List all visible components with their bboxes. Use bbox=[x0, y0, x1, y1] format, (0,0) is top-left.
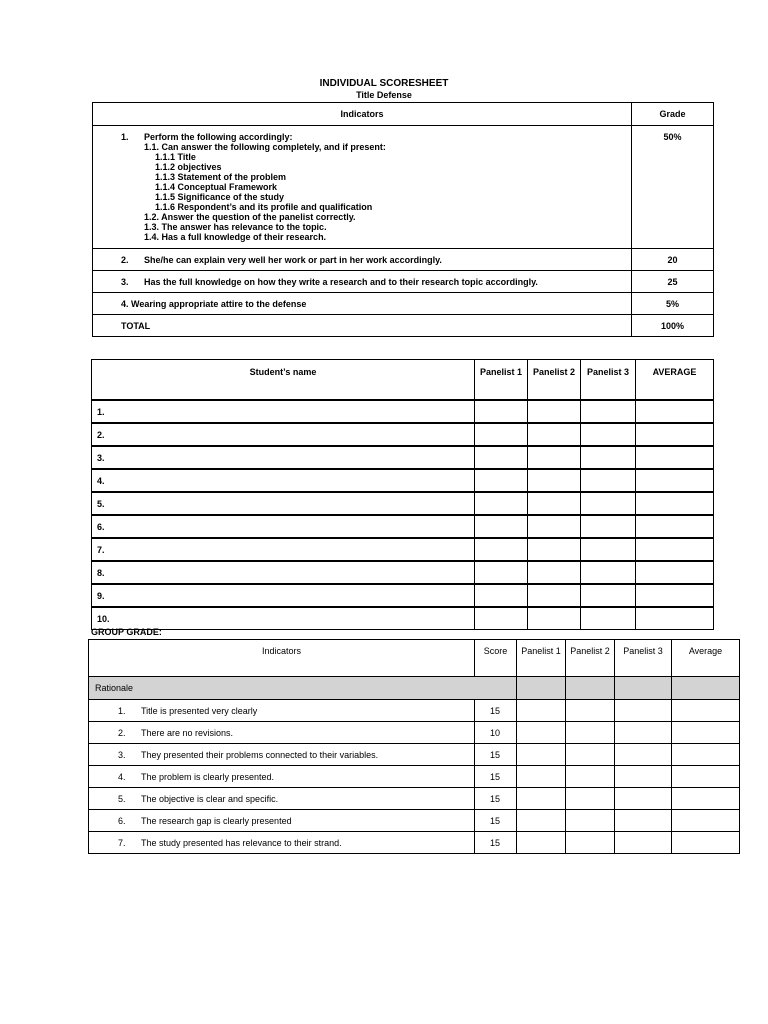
section-cell bbox=[615, 677, 672, 700]
score-cell[interactable] bbox=[475, 538, 528, 561]
criteria-cell bbox=[93, 271, 632, 293]
group-criteria-row bbox=[89, 766, 740, 788]
max-score: 15 bbox=[475, 810, 517, 832]
section-cell bbox=[517, 677, 566, 700]
criteria-text: The study presented has relevance to their strand. bbox=[141, 837, 342, 848]
score-cell[interactable] bbox=[566, 832, 615, 854]
criteria-title bbox=[121, 132, 631, 142]
criteria-number: 1. bbox=[121, 132, 129, 142]
score-cell[interactable] bbox=[517, 700, 566, 722]
score-cell[interactable] bbox=[581, 492, 636, 515]
score-cell[interactable] bbox=[566, 788, 615, 810]
grade-value: 20 bbox=[632, 249, 714, 271]
score-cell[interactable] bbox=[528, 423, 581, 446]
group-criteria-cell bbox=[89, 766, 475, 788]
criteria-cell bbox=[93, 249, 632, 271]
score-cell[interactable] bbox=[517, 744, 566, 766]
group-grade-label: GROUP GRADE: bbox=[91, 627, 162, 637]
score-cell[interactable] bbox=[636, 515, 714, 538]
criteria-title bbox=[121, 255, 631, 265]
criteria-number: 5. bbox=[118, 793, 126, 804]
criteria-title bbox=[121, 299, 631, 309]
score-cell[interactable] bbox=[581, 607, 636, 630]
score-cell[interactable] bbox=[672, 744, 740, 766]
grade-value: 25 bbox=[632, 271, 714, 293]
score-cell[interactable] bbox=[581, 446, 636, 469]
student-name-cell[interactable]: 8. bbox=[92, 561, 475, 584]
score-cell[interactable] bbox=[528, 607, 581, 630]
group-grade-table bbox=[88, 639, 740, 854]
score-cell[interactable] bbox=[636, 469, 714, 492]
section-label: Rationale bbox=[89, 677, 517, 700]
score-cell[interactable] bbox=[528, 492, 581, 515]
sub-criteria: 1.1.6 Respondent’s and its profile and qualification bbox=[155, 202, 373, 212]
score-cell[interactable] bbox=[615, 810, 672, 832]
group-criteria-row bbox=[89, 722, 740, 744]
student-name-cell[interactable]: 2. bbox=[92, 423, 475, 446]
sub-criteria: 1.1.1 Title bbox=[155, 152, 196, 162]
score-cell[interactable] bbox=[581, 561, 636, 584]
student-name-cell[interactable]: 10. bbox=[92, 607, 475, 630]
criteria-number: 2. bbox=[121, 254, 129, 265]
score-cell[interactable] bbox=[566, 700, 615, 722]
max-score: 15 bbox=[475, 700, 517, 722]
criteria-row bbox=[93, 249, 714, 271]
group-header: Average bbox=[672, 640, 740, 677]
sub-criteria: 1.1.4 Conceptual Framework bbox=[155, 182, 278, 192]
score-cell[interactable] bbox=[636, 584, 714, 607]
sub-criteria: 1.3. The answer has relevance to the topic. bbox=[144, 222, 327, 232]
criteria-number: 3. bbox=[121, 276, 129, 287]
student-row bbox=[92, 538, 714, 561]
sub-criteria: 1.1.5 Significance of the study bbox=[155, 192, 285, 202]
score-cell[interactable] bbox=[528, 515, 581, 538]
page-title: INDIVIDUAL SCORESHEET bbox=[319, 78, 449, 89]
score-cell[interactable] bbox=[636, 607, 714, 630]
score-cell[interactable] bbox=[636, 492, 714, 515]
score-cell[interactable] bbox=[615, 788, 672, 810]
criteria-number: 4. bbox=[118, 771, 126, 782]
score-cell[interactable] bbox=[475, 423, 528, 446]
student-name-cell[interactable]: 3. bbox=[92, 446, 475, 469]
student-name-cell[interactable]: 9. bbox=[92, 584, 475, 607]
student-row bbox=[92, 584, 714, 607]
criteria-text: 4. Wearing appropriate attire to the defense bbox=[121, 298, 307, 309]
score-cell[interactable] bbox=[475, 492, 528, 515]
indicators-header: Indicators bbox=[93, 103, 632, 126]
students-header: Panelist 3 bbox=[581, 360, 636, 401]
page-subtitle: Title Defense bbox=[356, 90, 412, 100]
student-name-cell[interactable]: 1. bbox=[92, 400, 475, 423]
score-cell[interactable] bbox=[517, 810, 566, 832]
student-row bbox=[92, 492, 714, 515]
group-criteria-cell bbox=[89, 744, 475, 766]
score-cell[interactable] bbox=[566, 744, 615, 766]
score-cell[interactable] bbox=[528, 469, 581, 492]
students-header: Student’s name bbox=[92, 360, 475, 401]
criteria-text: Title is presented very clearly bbox=[141, 705, 258, 716]
score-cell[interactable] bbox=[672, 722, 740, 744]
group-criteria-cell bbox=[89, 788, 475, 810]
criteria-text: She/he can explain very well her work or part in her work accordingly. bbox=[144, 254, 442, 265]
criteria-text: The problem is clearly presented. bbox=[141, 771, 275, 782]
max-score: 10 bbox=[475, 722, 517, 744]
section-cell bbox=[566, 677, 615, 700]
criteria-row bbox=[93, 293, 714, 315]
score-cell[interactable] bbox=[528, 400, 581, 423]
score-cell[interactable] bbox=[517, 832, 566, 854]
students-table bbox=[91, 359, 714, 630]
section-row bbox=[89, 677, 740, 700]
student-name-cell[interactable]: 4. bbox=[92, 469, 475, 492]
group-criteria-row bbox=[89, 810, 740, 832]
grade-value: 50% bbox=[632, 126, 714, 249]
score-cell[interactable] bbox=[475, 607, 528, 630]
group-header: Score bbox=[475, 640, 517, 677]
group-header: Indicators bbox=[89, 640, 475, 677]
criteria-text: The research gap is clearly presented bbox=[141, 815, 292, 826]
group-criteria-cell bbox=[89, 832, 475, 854]
score-cell[interactable] bbox=[672, 700, 740, 722]
criteria-row bbox=[93, 271, 714, 293]
score-cell[interactable] bbox=[636, 538, 714, 561]
group-criteria-row bbox=[89, 744, 740, 766]
score-cell[interactable] bbox=[672, 788, 740, 810]
group-header: Panelist 3 bbox=[615, 640, 672, 677]
score-cell[interactable] bbox=[636, 400, 714, 423]
student-name-cell[interactable]: 5. bbox=[92, 492, 475, 515]
score-cell[interactable] bbox=[475, 446, 528, 469]
score-cell[interactable] bbox=[636, 446, 714, 469]
criteria-cell bbox=[93, 126, 632, 249]
score-cell[interactable] bbox=[528, 561, 581, 584]
score-cell[interactable] bbox=[566, 810, 615, 832]
student-row bbox=[92, 607, 714, 630]
sub-criteria: 1.2. Answer the question of the panelist correctly. bbox=[144, 212, 356, 222]
score-cell[interactable] bbox=[475, 561, 528, 584]
group-criteria-row bbox=[89, 832, 740, 854]
student-row bbox=[92, 561, 714, 584]
group-header: Panelist 2 bbox=[566, 640, 615, 677]
sub-criteria: 1.4. Has a full knowledge of their research. bbox=[144, 232, 327, 242]
group-criteria-cell bbox=[89, 700, 475, 722]
score-cell[interactable] bbox=[528, 446, 581, 469]
group-criteria-cell bbox=[89, 810, 475, 832]
individual-criteria-table bbox=[92, 102, 714, 337]
grade-value: 100% bbox=[632, 315, 714, 337]
students-header: Panelist 2 bbox=[528, 360, 581, 401]
criteria-text: They presented their problems connected to their variables. bbox=[141, 749, 379, 760]
score-cell[interactable] bbox=[581, 423, 636, 446]
student-row bbox=[92, 400, 714, 423]
sub-criteria: 1.1.3 Statement of the problem bbox=[155, 172, 287, 182]
score-cell[interactable] bbox=[475, 515, 528, 538]
score-cell[interactable] bbox=[517, 788, 566, 810]
student-row bbox=[92, 469, 714, 492]
score-cell[interactable] bbox=[528, 538, 581, 561]
criteria-title bbox=[121, 321, 631, 331]
student-name-cell[interactable]: 6. bbox=[92, 515, 475, 538]
criteria-cell bbox=[93, 293, 632, 315]
criteria-text: TOTAL bbox=[121, 320, 151, 331]
criteria-number: 7. bbox=[118, 837, 126, 848]
group-criteria-row bbox=[89, 788, 740, 810]
student-row bbox=[92, 446, 714, 469]
score-cell[interactable] bbox=[581, 400, 636, 423]
criteria-number: 1. bbox=[118, 705, 126, 716]
grade-value: 5% bbox=[632, 293, 714, 315]
score-cell[interactable] bbox=[581, 538, 636, 561]
criteria-number: 6. bbox=[118, 815, 126, 826]
sub-criteria: 1.1.2 objectives bbox=[155, 162, 222, 172]
score-cell[interactable] bbox=[615, 744, 672, 766]
students-header: Panelist 1 bbox=[475, 360, 528, 401]
score-cell[interactable] bbox=[581, 515, 636, 538]
score-cell[interactable] bbox=[615, 700, 672, 722]
score-cell[interactable] bbox=[528, 584, 581, 607]
max-score: 15 bbox=[475, 744, 517, 766]
criteria-row bbox=[93, 315, 714, 337]
score-cell[interactable] bbox=[615, 766, 672, 788]
section-cell bbox=[672, 677, 740, 700]
score-cell[interactable] bbox=[672, 832, 740, 854]
group-criteria-cell bbox=[89, 722, 475, 744]
criteria-number: 2. bbox=[118, 727, 126, 738]
score-cell[interactable] bbox=[517, 766, 566, 788]
score-cell[interactable] bbox=[475, 469, 528, 492]
score-cell[interactable] bbox=[636, 423, 714, 446]
max-score: 15 bbox=[475, 832, 517, 854]
score-cell[interactable] bbox=[581, 584, 636, 607]
criteria-title bbox=[121, 277, 631, 287]
sub-criteria: 1.1. Can answer the following completely, and if present: bbox=[144, 142, 386, 152]
criteria-text: There are no revisions. bbox=[141, 727, 234, 738]
criteria-row bbox=[93, 126, 714, 249]
score-cell[interactable] bbox=[517, 722, 566, 744]
students-header: AVERAGE bbox=[636, 360, 714, 401]
score-cell[interactable] bbox=[615, 722, 672, 744]
criteria-cell bbox=[93, 315, 632, 337]
student-row bbox=[92, 515, 714, 538]
group-criteria-row bbox=[89, 700, 740, 722]
group-header: Panelist 1 bbox=[517, 640, 566, 677]
score-cell[interactable] bbox=[636, 561, 714, 584]
score-cell[interactable] bbox=[672, 810, 740, 832]
criteria-text: Has the full knowledge on how they write a research and to their research topic accordingly. bbox=[144, 276, 538, 287]
score-cell[interactable] bbox=[475, 400, 528, 423]
max-score: 15 bbox=[475, 766, 517, 788]
criteria-number: 3. bbox=[118, 749, 126, 760]
score-cell[interactable] bbox=[475, 584, 528, 607]
score-cell[interactable] bbox=[566, 766, 615, 788]
score-cell[interactable] bbox=[566, 722, 615, 744]
criteria-text: The objective is clear and specific. bbox=[141, 793, 279, 804]
score-cell[interactable] bbox=[581, 469, 636, 492]
criteria-text: Perform the following accordingly: bbox=[144, 132, 293, 142]
grade-header: Grade bbox=[632, 103, 714, 126]
student-row bbox=[92, 423, 714, 446]
max-score: 15 bbox=[475, 788, 517, 810]
student-name-cell[interactable]: 7. bbox=[92, 538, 475, 561]
score-cell[interactable] bbox=[615, 832, 672, 854]
score-cell[interactable] bbox=[672, 766, 740, 788]
